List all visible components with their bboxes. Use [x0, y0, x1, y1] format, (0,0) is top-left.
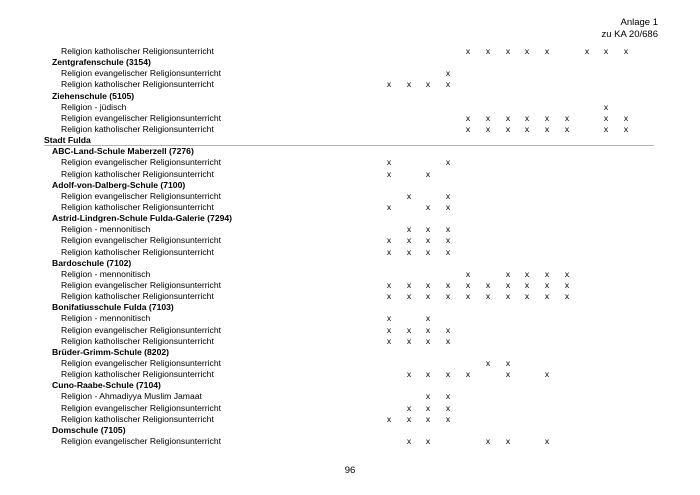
school-name: Cuno-Raabe-Schule (7104): [52, 380, 161, 391]
offered-mark: x: [524, 123, 530, 134]
offered-mark: x: [386, 235, 392, 246]
school-heading-row: [0, 146, 700, 157]
subject-label: Religion evangelischer Religionsunterricht: [61, 357, 222, 368]
table-row: [0, 169, 700, 180]
offered-mark: x: [465, 268, 471, 279]
school-heading-row: [0, 57, 700, 68]
table-row: [0, 191, 700, 202]
offered-mark: x: [505, 279, 511, 290]
offered-mark: x: [445, 246, 451, 257]
subject-label: Religion evangelischer Religionsunterricht: [61, 324, 222, 335]
offered-mark: x: [445, 68, 451, 79]
reference-label: zu KA 20/686: [601, 29, 658, 40]
offered-mark: x: [445, 391, 451, 402]
offered-mark: x: [425, 291, 431, 302]
table-row: [0, 414, 700, 425]
table-row: [0, 113, 700, 124]
table-row: [0, 391, 700, 402]
table-row: [0, 224, 700, 235]
offered-mark: x: [603, 123, 609, 134]
subject-label: Religion katholischer Religionsunterricht: [61, 335, 214, 346]
offered-mark: x: [425, 402, 431, 413]
subject-label: Religion katholischer Religionsunterricht: [61, 46, 214, 56]
offered-mark: x: [445, 235, 451, 246]
offered-mark: x: [465, 291, 471, 302]
offered-mark: x: [445, 369, 451, 380]
offered-mark: x: [406, 235, 412, 246]
school-name: Astrid-Lindgren-Schule Fulda-Galerie (7294): [52, 213, 233, 224]
offered-mark: x: [544, 46, 550, 56]
subject-label: Religion evangelischer Religionsunterricht: [61, 157, 222, 168]
table-row: [0, 79, 700, 90]
subject-label: Religion - mennonitisch: [61, 224, 151, 235]
offered-mark: x: [564, 268, 570, 279]
offered-mark: x: [445, 291, 451, 302]
school-name: Zentgrafenschule (3154): [52, 57, 151, 68]
offered-mark: x: [425, 413, 431, 424]
offered-mark: x: [425, 201, 431, 212]
offered-mark: x: [564, 123, 570, 134]
offered-mark: x: [386, 246, 392, 257]
offered-mark: x: [544, 279, 550, 290]
offered-mark: x: [445, 324, 451, 335]
offered-mark: x: [485, 357, 491, 368]
offered-mark: x: [445, 402, 451, 413]
offered-mark: x: [544, 435, 550, 446]
table-row: [0, 336, 700, 347]
offered-mark: x: [485, 112, 491, 123]
table-row: [0, 358, 700, 369]
offered-mark: x: [425, 79, 431, 90]
school-name: Brüder-Grimm-Schule (8202): [52, 346, 170, 357]
subject-label: Religion - mennonitisch: [61, 313, 151, 324]
school-heading-row: [0, 213, 700, 224]
subject-label: Religion katholischer Religionsunterricht: [61, 168, 214, 179]
school-heading-row: [0, 425, 700, 436]
offered-mark: x: [406, 369, 412, 380]
offered-mark: x: [544, 123, 550, 134]
school-heading-row: [0, 91, 700, 102]
offered-mark: x: [386, 413, 392, 424]
offered-mark: x: [386, 279, 392, 290]
city-name: Stadt Fulda: [44, 135, 91, 146]
offered-mark: x: [465, 369, 471, 380]
page-number: 96: [344, 465, 356, 476]
subject-label: Religion evangelischer Religionsunterricht: [61, 402, 222, 413]
offered-mark: x: [603, 112, 609, 123]
offered-mark: x: [564, 291, 570, 302]
offered-mark: x: [425, 391, 431, 402]
offered-mark: x: [406, 224, 412, 235]
offered-mark: x: [465, 123, 471, 134]
subject-label: Religion - jüdisch: [61, 101, 127, 112]
table-row: [0, 313, 700, 324]
city-heading-row: [0, 135, 700, 146]
offered-mark: x: [386, 335, 392, 346]
subject-label: Religion katholischer Religionsunterricht: [61, 413, 214, 424]
offered-mark: x: [445, 79, 451, 90]
offered-mark: x: [425, 168, 431, 179]
offered-mark: x: [425, 246, 431, 257]
offered-mark: x: [445, 190, 451, 201]
table-row: [0, 291, 700, 302]
offered-mark: x: [544, 369, 550, 380]
table-row: [0, 403, 700, 414]
offered-mark: x: [505, 123, 511, 134]
school-name: Bardoschule (7102): [52, 257, 132, 268]
offered-mark: x: [485, 123, 491, 134]
offered-mark: x: [524, 112, 530, 123]
document-header: [601, 17, 658, 41]
school-heading-row: [0, 380, 700, 391]
offered-mark: x: [524, 291, 530, 302]
table-row: [0, 124, 700, 135]
subject-label: Religion - Ahmadiyya Muslim Jamaat: [61, 391, 202, 402]
offered-mark: x: [406, 246, 412, 257]
school-name: ABC-Land-Schule Maberzell (7276): [52, 146, 194, 157]
table-row: [0, 46, 700, 57]
offered-mark: x: [406, 279, 412, 290]
subject-label: Religion katholischer Religionsunterricht: [61, 201, 214, 212]
table-row: [0, 202, 700, 213]
offered-mark: x: [505, 268, 511, 279]
table-row: [0, 247, 700, 258]
subject-label: Religion katholischer Religionsunterricht: [61, 291, 214, 302]
offered-mark: x: [485, 46, 491, 56]
offered-mark: x: [505, 291, 511, 302]
offered-mark: x: [465, 279, 471, 290]
school-heading-row: [0, 180, 700, 191]
table-row: [0, 235, 700, 246]
subject-label: Religion evangelischer Religionsunterricht: [61, 435, 222, 446]
offered-mark: x: [386, 313, 392, 324]
table-row: [0, 68, 700, 79]
religion-table: [0, 46, 700, 447]
offered-mark: x: [406, 291, 412, 302]
offered-mark: x: [425, 313, 431, 324]
offered-mark: x: [465, 46, 471, 56]
offered-mark: x: [544, 112, 550, 123]
offered-mark: x: [445, 279, 451, 290]
subject-label: Religion evangelischer Religionsunterricht: [61, 279, 222, 290]
offered-mark: x: [584, 46, 590, 56]
school-name: Domschule (7105): [52, 424, 126, 435]
offered-mark: x: [406, 435, 412, 446]
table-row: [0, 102, 700, 113]
offered-mark: x: [465, 112, 471, 123]
offered-mark: x: [406, 324, 412, 335]
table-row: [0, 436, 700, 447]
offered-mark: x: [623, 112, 629, 123]
subject-label: Religion evangelischer Religionsunterricht: [61, 190, 222, 201]
offered-mark: x: [505, 46, 511, 56]
offered-mark: x: [386, 201, 392, 212]
subject-label: Religion katholischer Religionsunterricht: [61, 369, 214, 380]
attachment-label: Anlage 1: [620, 17, 658, 28]
offered-mark: x: [544, 268, 550, 279]
offered-mark: x: [505, 369, 511, 380]
table-row: [0, 157, 700, 168]
offered-mark: x: [406, 402, 412, 413]
subject-label: Religion katholischer Religionsunterricht: [61, 79, 214, 90]
offered-mark: x: [425, 335, 431, 346]
offered-mark: x: [386, 79, 392, 90]
table-row: [0, 325, 700, 336]
subject-label: Religion evangelischer Religionsunterricht: [61, 68, 222, 79]
offered-mark: x: [386, 291, 392, 302]
offered-mark: x: [445, 224, 451, 235]
offered-mark: x: [603, 101, 609, 112]
offered-mark: x: [623, 46, 629, 56]
offered-mark: x: [524, 46, 530, 56]
school-name: Bonifatiusschule Fulda (7103): [52, 302, 174, 313]
school-heading-row: [0, 302, 700, 313]
offered-mark: x: [505, 435, 511, 446]
offered-mark: x: [564, 279, 570, 290]
offered-mark: x: [505, 112, 511, 123]
offered-mark: x: [386, 324, 392, 335]
offered-mark: x: [425, 235, 431, 246]
subject-label: Religion katholischer Religionsunterricht: [61, 123, 214, 134]
offered-mark: x: [425, 369, 431, 380]
offered-mark: x: [425, 324, 431, 335]
offered-mark: x: [485, 291, 491, 302]
offered-mark: x: [603, 46, 609, 56]
school-name: Ziehenschule (5105): [52, 90, 135, 101]
offered-mark: x: [564, 112, 570, 123]
offered-mark: x: [623, 123, 629, 134]
offered-mark: x: [544, 291, 550, 302]
table-row: [0, 369, 700, 380]
school-heading-row: [0, 258, 700, 269]
table-row: [0, 280, 700, 291]
offered-mark: x: [485, 435, 491, 446]
offered-mark: x: [445, 201, 451, 212]
offered-mark: x: [505, 357, 511, 368]
offered-mark: x: [406, 413, 412, 424]
offered-mark: x: [445, 335, 451, 346]
table-row: [0, 269, 700, 280]
subject-label: Religion evangelischer Religionsunterricht: [61, 112, 222, 123]
offered-mark: x: [425, 279, 431, 290]
offered-mark: x: [386, 168, 392, 179]
subject-label: Religion katholischer Religionsunterricht: [61, 246, 214, 257]
offered-mark: x: [445, 413, 451, 424]
school-name: Adolf-von-Dalberg-Schule (7100): [52, 179, 186, 190]
offered-mark: x: [524, 279, 530, 290]
offered-mark: x: [485, 279, 491, 290]
subject-label: Religion evangelischer Religionsunterricht: [61, 235, 222, 246]
offered-mark: x: [425, 224, 431, 235]
offered-mark: x: [445, 157, 451, 168]
offered-mark: x: [406, 190, 412, 201]
offered-mark: x: [425, 435, 431, 446]
school-heading-row: [0, 347, 700, 358]
offered-mark: x: [524, 268, 530, 279]
offered-mark: x: [406, 335, 412, 346]
offered-mark: x: [406, 79, 412, 90]
offered-mark: x: [386, 157, 392, 168]
subject-label: Religion - mennonitisch: [61, 268, 151, 279]
